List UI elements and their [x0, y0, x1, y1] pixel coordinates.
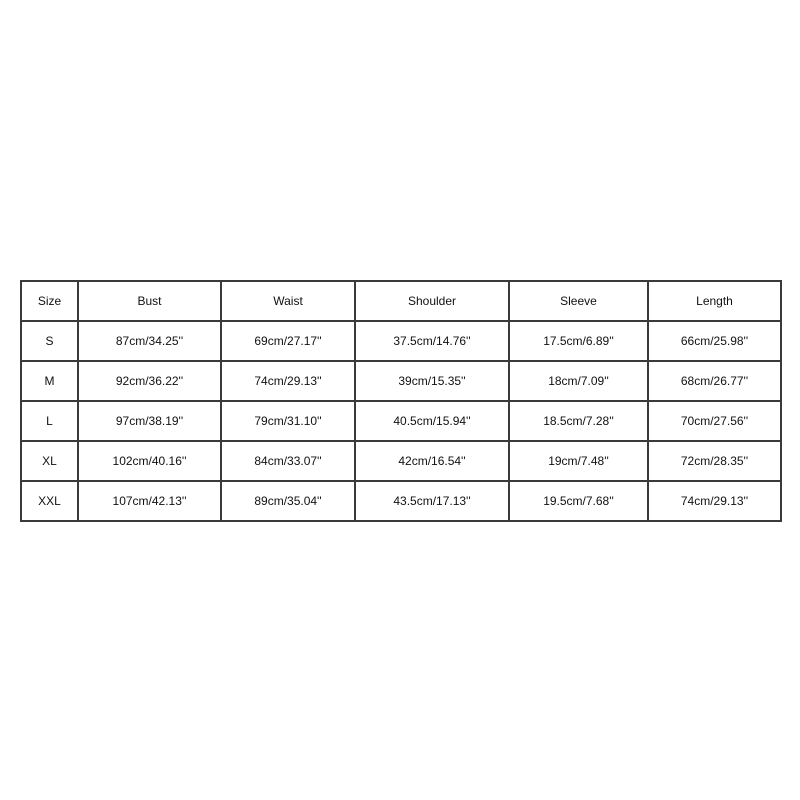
cell-waist: 79cm/31.10'': [222, 402, 356, 442]
cell-sleeve: 19cm/7.48'': [510, 442, 649, 482]
header-bust: Bust: [79, 282, 222, 322]
cell-size: XL: [22, 442, 79, 482]
cell-waist: 84cm/33.07'': [222, 442, 356, 482]
cell-length: 70cm/27.56'': [649, 402, 782, 442]
header-size: Size: [22, 282, 79, 322]
header-length: Length: [649, 282, 782, 322]
table-row: [22, 362, 782, 402]
cell-size: XXL: [22, 482, 79, 522]
cell-length: 66cm/25.98'': [649, 322, 782, 362]
cell-length: 72cm/28.35'': [649, 442, 782, 482]
header-sleeve: Sleeve: [510, 282, 649, 322]
cell-bust: 102cm/40.16'': [79, 442, 222, 482]
table-row: [22, 322, 782, 362]
table-header-row: [22, 282, 782, 322]
cell-bust: 92cm/36.22'': [79, 362, 222, 402]
header-waist: Waist: [222, 282, 356, 322]
cell-shoulder: 42cm/16.54'': [356, 442, 510, 482]
cell-shoulder: 40.5cm/15.94'': [356, 402, 510, 442]
cell-shoulder: 39cm/15.35'': [356, 362, 510, 402]
cell-shoulder: 37.5cm/14.76'': [356, 322, 510, 362]
cell-waist: 74cm/29.13'': [222, 362, 356, 402]
cell-size: M: [22, 362, 79, 402]
cell-size: L: [22, 402, 79, 442]
cell-bust: 107cm/42.13'': [79, 482, 222, 522]
size-chart-table: [20, 280, 782, 522]
cell-waist: 89cm/35.04'': [222, 482, 356, 522]
cell-sleeve: 19.5cm/7.68'': [510, 482, 649, 522]
cell-size: S: [22, 322, 79, 362]
cell-bust: 87cm/34.25'': [79, 322, 222, 362]
table-row: [22, 442, 782, 482]
cell-waist: 69cm/27.17'': [222, 322, 356, 362]
table-row: [22, 402, 782, 442]
cell-sleeve: 17.5cm/6.89'': [510, 322, 649, 362]
header-shoulder: Shoulder: [356, 282, 510, 322]
table-row: [22, 482, 782, 522]
cell-sleeve: 18cm/7.09'': [510, 362, 649, 402]
cell-sleeve: 18.5cm/7.28'': [510, 402, 649, 442]
cell-bust: 97cm/38.19'': [79, 402, 222, 442]
cell-length: 74cm/29.13'': [649, 482, 782, 522]
cell-shoulder: 43.5cm/17.13'': [356, 482, 510, 522]
cell-length: 68cm/26.77'': [649, 362, 782, 402]
